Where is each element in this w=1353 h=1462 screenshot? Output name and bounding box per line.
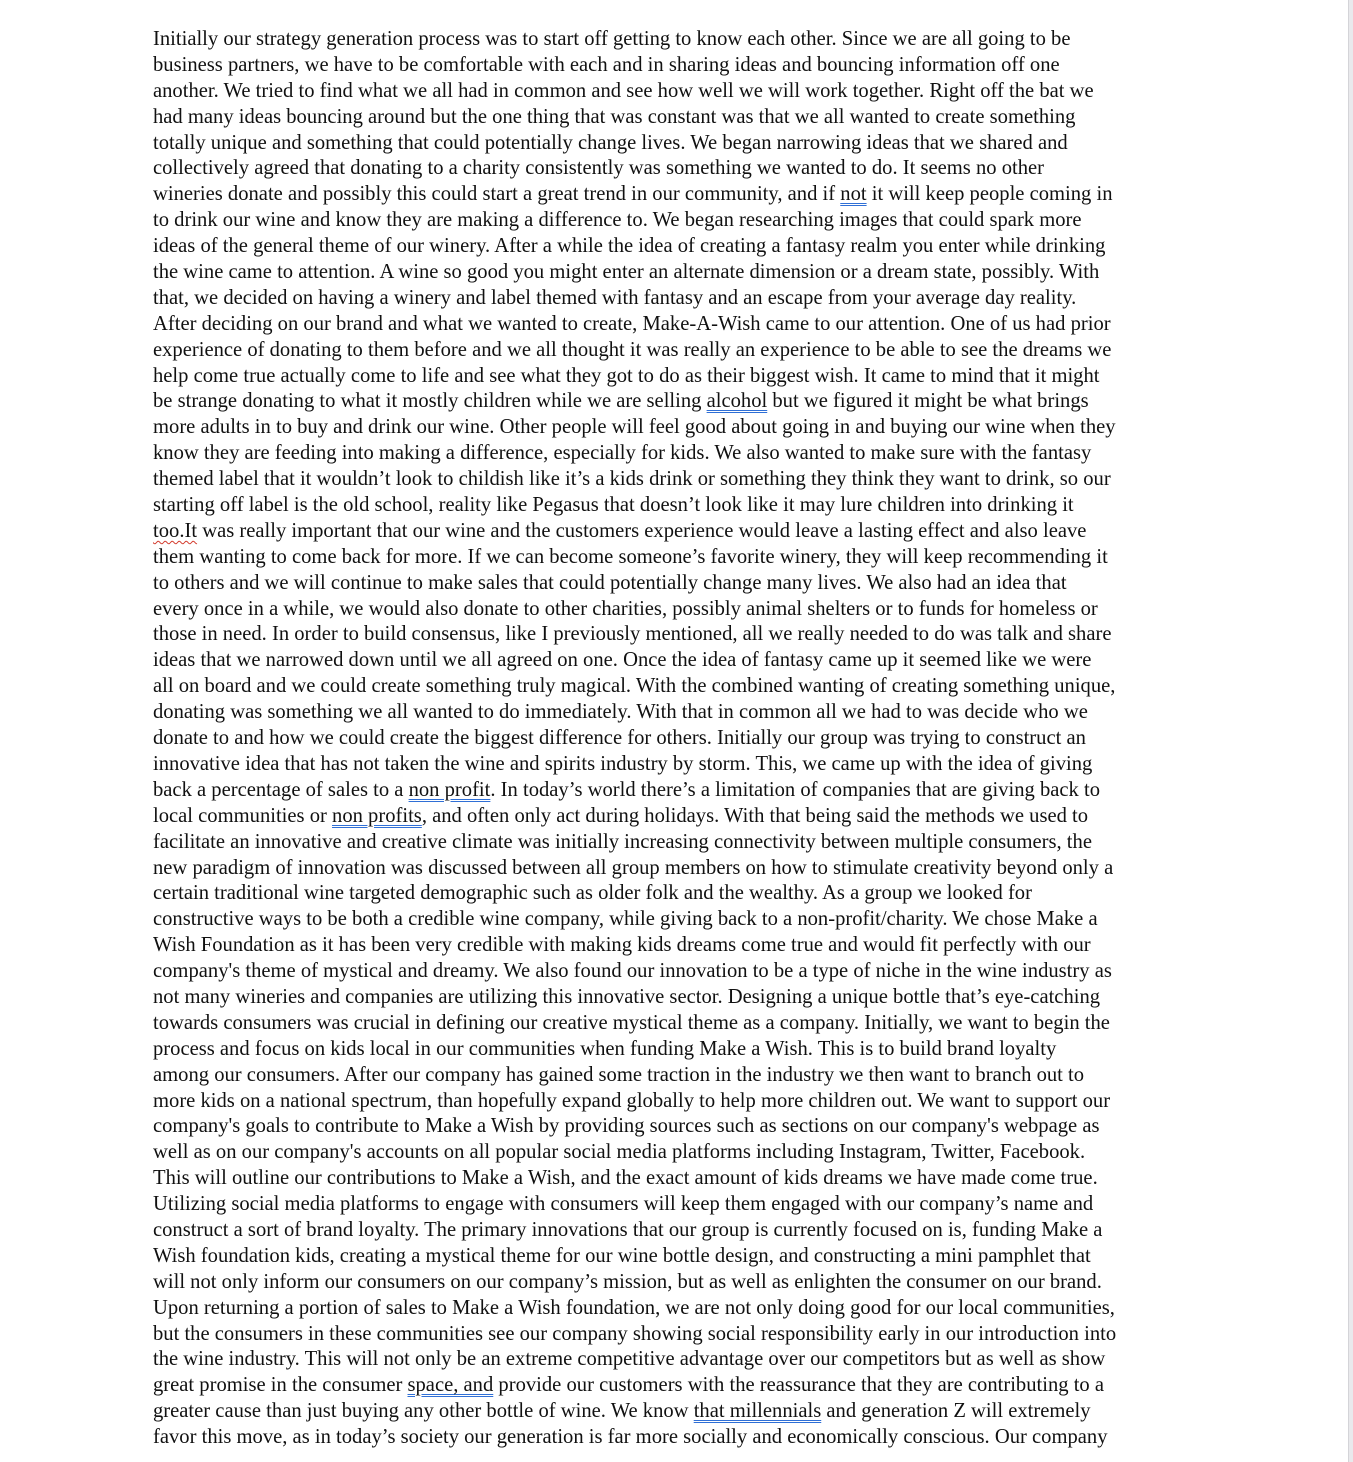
grammar-suggestion: non profits bbox=[332, 804, 422, 827]
text-run: company's goals to contribute to Make a Wish by providing sources such as sections on our company's webpage as bbox=[153, 1115, 1100, 1138]
text-run: This will outline our contributions to Make a Wish, and the exact amount of kids dreams we have made come true. bbox=[153, 1167, 1098, 1190]
text-run: ideas of the general theme of our winery. After a while the idea of creating a fantasy realm you enter while drinking bbox=[153, 235, 1106, 258]
spelling-error: too.It bbox=[153, 519, 198, 542]
text-line bbox=[153, 933, 1201, 959]
text-line bbox=[153, 622, 1201, 648]
text-line bbox=[153, 182, 1201, 208]
text-line bbox=[153, 907, 1201, 933]
text-run: donate to and how we could create the biggest difference for others. Initially our group was trying to construct an bbox=[153, 727, 1086, 750]
text-line bbox=[153, 1270, 1201, 1296]
text-line bbox=[153, 27, 1201, 53]
text-line bbox=[153, 648, 1201, 674]
text-line bbox=[153, 700, 1201, 726]
grammar-suggestion: that millennials bbox=[693, 1400, 822, 1423]
text-run: business partners, we have to be comfortable with each and in sharing ideas and bouncing information off one bbox=[153, 53, 1060, 76]
text-run: collectively agreed that donating to a charity consistently was something we wanted to do. It seems no other bbox=[153, 157, 1045, 180]
text-line bbox=[153, 208, 1201, 234]
text-run: Wish Foundation as it has been very credible with making kids dreams come true and would fit perfectly with our bbox=[153, 934, 1091, 957]
text-run: favor this move, as in today’s society our generation is far more socially and economically conscious. Our company bbox=[153, 1426, 1108, 1449]
text-run: every once in a while, we would also donate to other charities, possibly animal shelters or to funds for homeless or bbox=[153, 597, 1098, 620]
text-line bbox=[153, 156, 1201, 182]
text-line bbox=[153, 312, 1201, 338]
text-line bbox=[153, 597, 1201, 623]
text-line bbox=[153, 1011, 1201, 1037]
text-line bbox=[153, 1373, 1201, 1399]
text-run: company's theme of mystical and dreamy. We also found our innovation to be a type of niche in the wine industry as bbox=[153, 960, 1112, 983]
text-run: had many ideas bouncing around but the one thing that was constant was that we all wanted to create something bbox=[153, 105, 1076, 128]
text-line bbox=[153, 571, 1201, 597]
text-line bbox=[153, 519, 1201, 545]
text-run: certain traditional wine targeted demographic such as older folk and the wealthy. As a group we looked for bbox=[153, 882, 1032, 905]
text-run: another. We tried to find what we all had in common and see how well we will work together. Right off the bat we bbox=[153, 79, 1094, 102]
text-run: totally unique and something that could potentially change lives. We began narrowing ideas that we shared and bbox=[153, 131, 1068, 154]
text-run: be strange donating to what it mostly children while we are selling bbox=[153, 390, 707, 413]
text-line bbox=[153, 1166, 1201, 1192]
text-line bbox=[153, 778, 1201, 804]
text-run: not many wineries and companies are utilizing this innovative sector. Designing a unique bottle that’s eye-catching bbox=[153, 985, 1101, 1008]
text-line bbox=[153, 364, 1201, 390]
text-run: After deciding on our brand and what we wanted to create, Make-A-Wish came to our attention. One of us had prior bbox=[153, 312, 1111, 335]
text-line bbox=[153, 1425, 1201, 1451]
text-run: but the consumers in these communities see our company showing social responsibility early in our introduction into bbox=[153, 1322, 1117, 1345]
text-line bbox=[153, 1114, 1201, 1140]
text-run: Utilizing social media platforms to engage with consumers will keep them engaged with our company’s name and bbox=[153, 1193, 1094, 1216]
text-run: know they are feeding into making a difference, especially for kids. We also wanted to make sure with the fantasy bbox=[153, 442, 1092, 465]
text-line bbox=[153, 467, 1201, 493]
text-run: to others and we will continue to make sales that could potentially change many lives. We also had an idea that bbox=[153, 571, 1067, 594]
text-run: new paradigm of innovation was discussed between all group members on how to stimulate creativity beyond only a bbox=[153, 856, 1114, 879]
text-line bbox=[153, 234, 1201, 260]
text-line bbox=[153, 493, 1201, 519]
text-run: the wine came to attention. A wine so good you might enter an alternate dimension or a dream state, possibly. With bbox=[153, 261, 1100, 284]
text-run: , and often only act during holidays. With that being said the methods we used to bbox=[421, 804, 1089, 827]
text-line bbox=[153, 415, 1201, 441]
text-run: . In today’s world there’s a limitation of companies that are giving back to bbox=[490, 778, 1101, 801]
text-line bbox=[153, 1037, 1201, 1063]
text-line bbox=[153, 726, 1201, 752]
text-run: themed label that it wouldn’t look to childish like it’s a kids drink or something they think they want to drink, so our bbox=[153, 468, 1111, 491]
text-line bbox=[153, 1218, 1201, 1244]
text-line bbox=[153, 674, 1201, 700]
text-line bbox=[153, 389, 1201, 415]
text-run: to drink our wine and know they are making a difference to. We began researching images that could spark more bbox=[153, 209, 1082, 232]
text-line bbox=[153, 752, 1201, 778]
text-line bbox=[153, 1399, 1201, 1425]
text-line bbox=[153, 985, 1201, 1011]
text-line bbox=[153, 79, 1201, 105]
text-run: great promise in the consumer bbox=[153, 1374, 408, 1397]
text-run: starting off label is the old school, reality like Pegasus that doesn’t look like it may lure children into drinking it bbox=[153, 494, 1074, 517]
text-run: them wanting to come back for more. If we can become someone’s favorite winery, they will keep recommending it bbox=[153, 545, 1108, 568]
text-run: provide our customers with the reassurance that they are contributing to a bbox=[493, 1374, 1105, 1397]
text-line bbox=[153, 338, 1201, 364]
text-line bbox=[153, 1063, 1201, 1089]
text-run: ideas that we narrowed down until we all agreed on one. Once the idea of fantasy came up it seemed like we were bbox=[153, 649, 1092, 672]
text-line bbox=[153, 260, 1201, 286]
grammar-suggestion: not bbox=[840, 183, 867, 206]
text-run: facilitate an innovative and creative climate was initially increasing connectivity between multiple consumers, the bbox=[153, 830, 1092, 853]
text-line bbox=[153, 105, 1201, 131]
text-run: those in need. In order to build consensus, like I previously mentioned, all we really needed to do was talk and share bbox=[153, 623, 1112, 646]
text-line bbox=[153, 1296, 1201, 1322]
text-run: more kids on a national spectrum, than hopefully expand globally to help more children out. We want to support our bbox=[153, 1089, 1111, 1112]
text-line bbox=[153, 959, 1201, 985]
text-run: the wine industry. This will not only be an extreme competitive advantage over our competitors but as well as show bbox=[153, 1348, 1106, 1371]
text-line bbox=[153, 804, 1201, 830]
text-line bbox=[153, 441, 1201, 467]
text-line bbox=[153, 1244, 1201, 1270]
text-run: construct a sort of brand loyalty. The primary innovations that our group is currently focused on is, funding Make a bbox=[153, 1218, 1103, 1241]
text-line bbox=[153, 286, 1201, 312]
text-run: was really important that our wine and the customers experience would leave a lasting effect and also leave bbox=[197, 519, 1087, 542]
text-line bbox=[153, 1089, 1201, 1115]
text-run: Initially our strategy generation process was to start off getting to know each other. Since we are all going to be bbox=[153, 28, 1071, 50]
text-run: among our consumers. After our company has gained some traction in the industry we then want to branch out to bbox=[153, 1063, 1085, 1086]
text-run: Upon returning a portion of sales to Make a Wish foundation, we are not only doing good for our local communities, bbox=[153, 1296, 1115, 1319]
text-line bbox=[153, 881, 1201, 907]
text-run: but we figured it might be what brings bbox=[767, 390, 1089, 413]
grammar-suggestion: space, and bbox=[407, 1374, 494, 1397]
text-line bbox=[153, 856, 1201, 882]
text-line bbox=[153, 131, 1201, 157]
text-run: innovative idea that has not taken the wine and spirits industry by storm. This, we came up with the idea of giving bbox=[153, 752, 1093, 775]
text-line bbox=[153, 53, 1201, 79]
grammar-suggestion: non profit bbox=[408, 778, 491, 801]
text-run: process and focus on kids local in our communities when funding Make a Wish. This is to build brand loyalty bbox=[153, 1037, 1057, 1060]
document-body[interactable] bbox=[153, 27, 1201, 1451]
text-line bbox=[153, 830, 1201, 856]
page-edge-scrollbar[interactable] bbox=[1348, 0, 1353, 1462]
grammar-suggestion: alcohol bbox=[706, 390, 768, 413]
text-run: that, we decided on having a winery and label themed with fantasy and an escape from your average day reality. bbox=[153, 286, 1077, 309]
text-line bbox=[153, 1140, 1201, 1166]
text-run: towards consumers was crucial in defining our creative mystical theme as a company. Initially, we want to begin the bbox=[153, 1011, 1110, 1034]
text-run: Wish foundation kids, creating a mystical theme for our wine bottle design, and constructing a mini pamphlet that bbox=[153, 1244, 1091, 1267]
text-line bbox=[153, 1347, 1201, 1373]
text-line bbox=[153, 1192, 1201, 1218]
text-run: more adults in to buy and drink our wine. Other people will feel good about going in and buying our wine when they bbox=[153, 416, 1116, 439]
text-run: all on board and we could create something truly magical. With the combined wanting of creating something unique, bbox=[153, 675, 1116, 698]
text-line bbox=[153, 1322, 1201, 1348]
text-run: it will keep people coming in bbox=[866, 183, 1113, 206]
text-run: and generation Z will extremely bbox=[821, 1400, 1091, 1423]
text-run: local communities or bbox=[153, 804, 333, 827]
text-run: donating was something we all wanted to do immediately. With that in common all we had to was decide who we bbox=[153, 701, 1088, 724]
text-run: greater cause than just buying any other bottle of wine. We know bbox=[153, 1400, 694, 1423]
text-run: help come true actually come to life and see what they got to do as their biggest wish. It came to mind that it might bbox=[153, 364, 1100, 387]
text-run: wineries donate and possibly this could start a great trend in our community, and if bbox=[153, 183, 841, 206]
text-run: experience of donating to them before and we all thought it was really an experience to be able to see the dreams we bbox=[153, 338, 1112, 361]
text-line bbox=[153, 545, 1201, 571]
text-run: back a percentage of sales to a bbox=[153, 778, 409, 801]
text-run: well as on our company's accounts on all popular social media platforms including Instagram, Twitter, Facebook. bbox=[153, 1141, 1086, 1164]
text-run: will not only inform our consumers on our company’s mission, but as well as enlighten the consumer on our brand. bbox=[153, 1270, 1102, 1293]
text-run: constructive ways to be both a credible wine company, while giving back to a non-profit/charity. We chose Make a bbox=[153, 908, 1098, 931]
